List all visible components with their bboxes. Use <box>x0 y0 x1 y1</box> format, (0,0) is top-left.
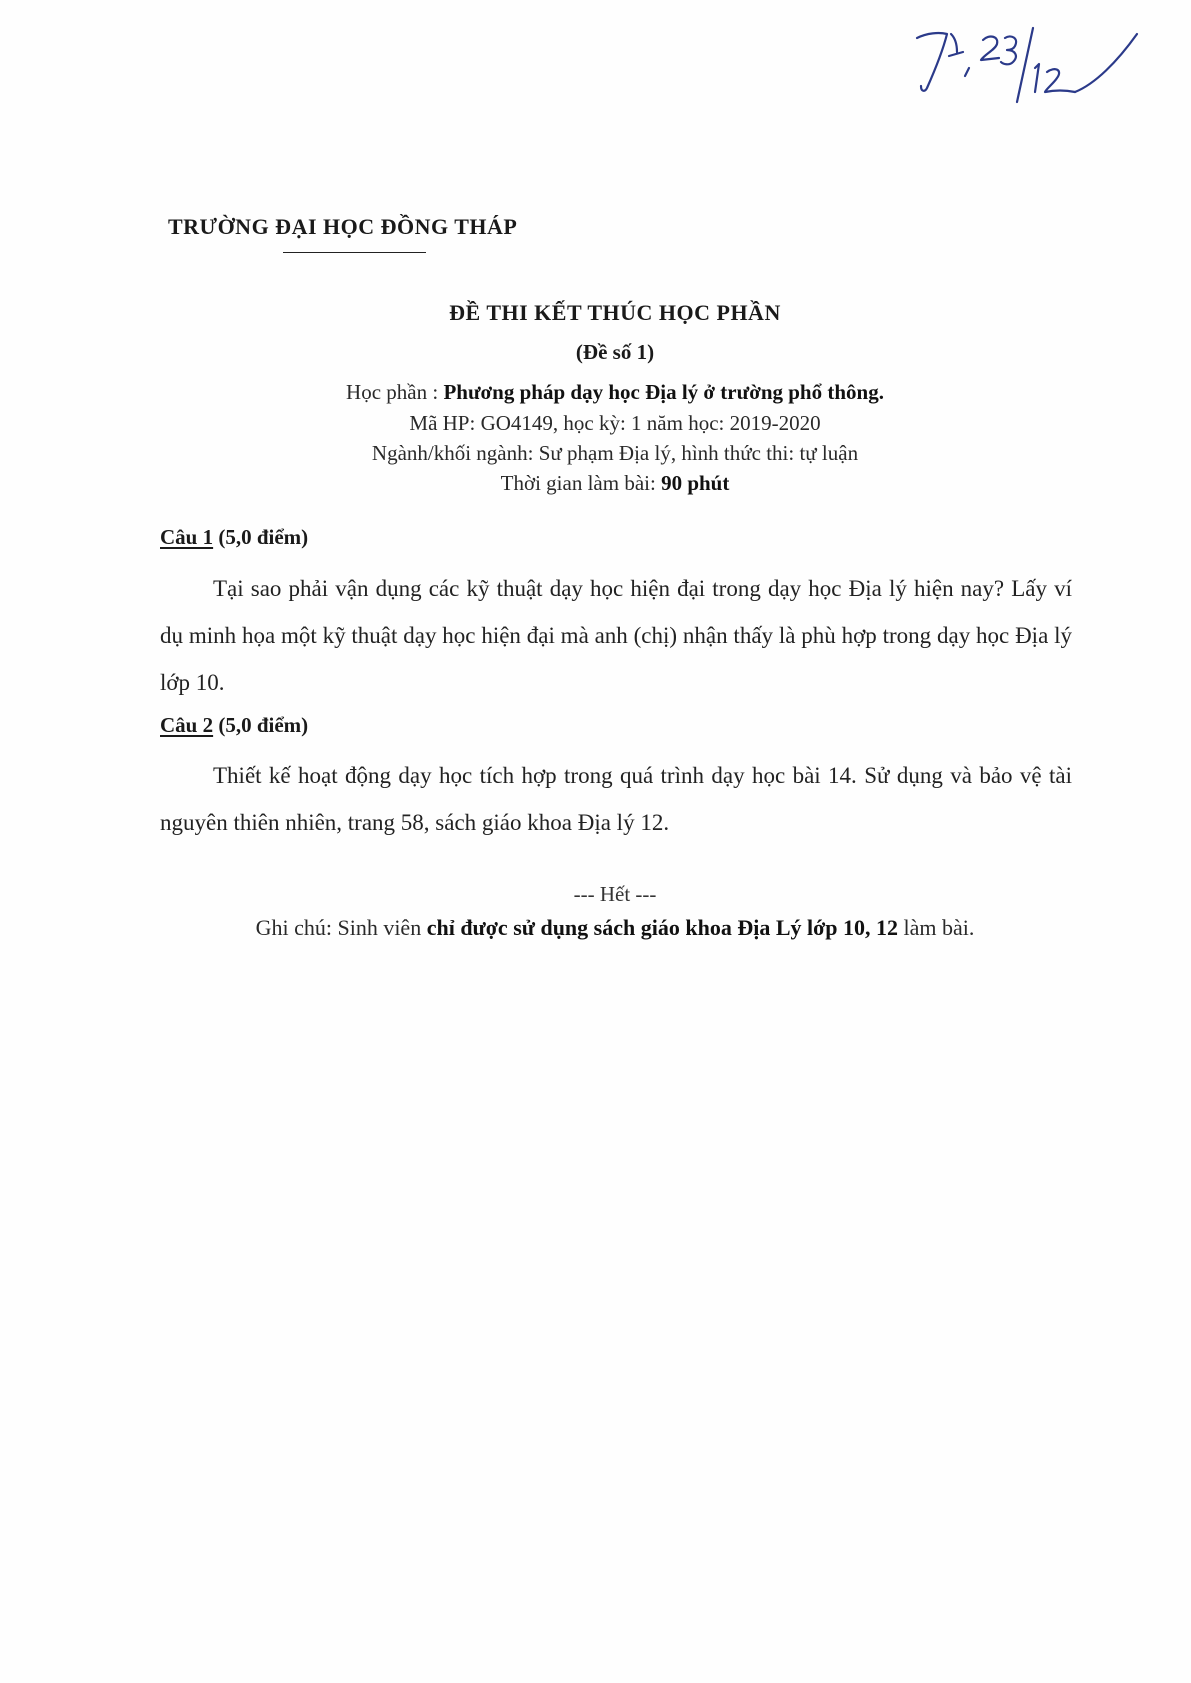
school-name-underline <box>283 252 426 253</box>
course-name: Phương pháp dạy học Địa lý ở trường phổ thông. <box>443 380 884 404</box>
question-2-text: Thiết kế hoạt động dạy học tích hợp trong quá trình dạy học bài 14. Sử dụng và bảo vệ tài nguyên thiên nhiên, trang 58, sách giáo khoa Địa lý 12. <box>160 763 1072 835</box>
note-line <box>0 915 1191 941</box>
question-2-label: Câu 2 <box>160 713 214 737</box>
note-prefix: Ghi chú: Sinh viên <box>255 915 427 940</box>
note-bold: chỉ được sử dụng sách giáo khoa Địa Lý lớp 10, 12 <box>426 915 899 940</box>
time-line <box>0 471 1191 496</box>
question-1-points: (5,0 điểm) <box>213 525 309 549</box>
school-name: TRƯỜNG ĐẠI HỌC ĐỒNG THÁP <box>168 214 518 239</box>
exam-number: (Đề số 1) <box>575 340 655 364</box>
major-line: Ngành/khối ngành: Sư phạm Địa lý, hình thức thi: tự luận <box>371 441 859 465</box>
question-1-text: Tại sao phải vận dụng các kỹ thuật dạy học hiện đại trong dạy học Địa lý hiện nay? Lấy ví dụ minh họa một kỹ thuật dạy học hiện đại mà anh (chị) nhận thấy là phù hợp trong dạy học Địa lý lớp 10. <box>160 576 1072 695</box>
question-2-points: (5,0 điểm) <box>213 713 309 737</box>
end-mark: --- Hết --- <box>573 882 657 906</box>
question-1-label: Câu 1 <box>160 525 214 549</box>
time-label: Thời gian làm bài: <box>500 471 662 495</box>
course-label: Học phần : <box>346 380 444 404</box>
time-value: 90 phút <box>661 471 730 495</box>
exam-title: ĐỀ THI KẾT THÚC HỌC PHẦN <box>449 300 781 325</box>
course-line <box>0 380 1191 405</box>
question-2-heading <box>160 713 308 738</box>
note-suffix: làm bài. <box>898 915 975 940</box>
course-code-line: Mã HP: GO4149, học kỳ: 1 năm học: 2019-2020 <box>409 411 821 435</box>
question-1-heading <box>160 525 308 550</box>
handwritten-signature <box>905 18 1145 108</box>
